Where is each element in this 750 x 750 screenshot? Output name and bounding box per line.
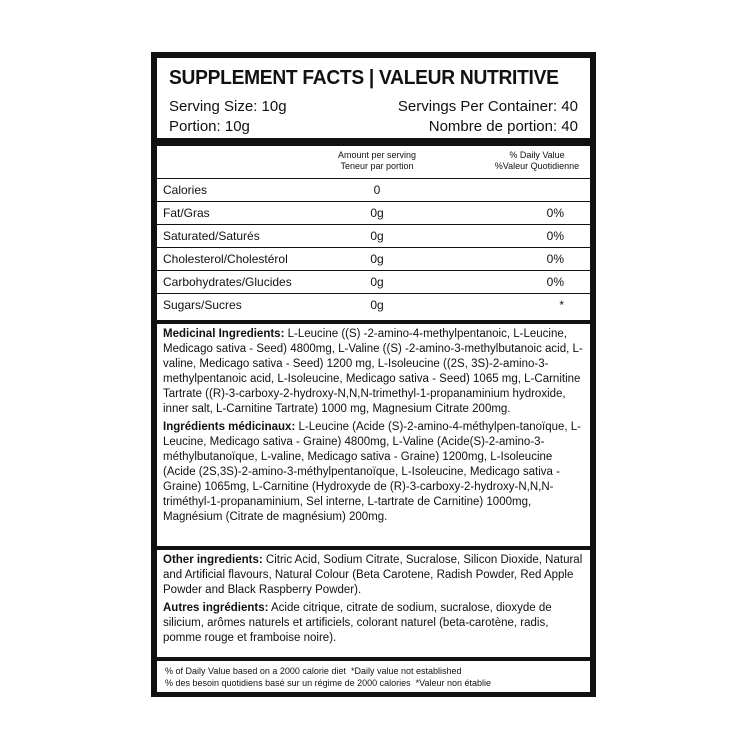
other-label-en: Other ingredients: bbox=[163, 554, 263, 566]
row-label: Calories bbox=[163, 183, 208, 197]
table-row bbox=[157, 293, 590, 316]
footnote-en bbox=[165, 665, 582, 677]
row-amount: 0g bbox=[370, 298, 384, 312]
table-row bbox=[157, 201, 590, 224]
serving-size: Serving Size: 10g bbox=[169, 98, 287, 115]
facts-title: SUPPLEMENT FACTS | VALEUR NUTRITIVE bbox=[169, 67, 559, 89]
row-label: Sugars/Sucres bbox=[163, 298, 242, 312]
nutrition-table bbox=[157, 146, 590, 320]
row-label: Cholesterol/Cholestérol bbox=[163, 252, 288, 266]
row-amount: 0g bbox=[370, 206, 384, 220]
row-amount: 0g bbox=[370, 275, 384, 289]
footnote-en-dv: % of Daily Value based on a 2000 calorie diet bbox=[165, 666, 346, 676]
table-row bbox=[157, 224, 590, 247]
other-ingredients-en bbox=[163, 553, 584, 598]
footnote-fr-star: *Valeur non établie bbox=[415, 678, 492, 688]
medicinal-text-en: L-Leucine ((S) -2-amino-4-methylpentanoic, L-Leucine, Medicago sativa - Seed) 4800mg, L-Valine ((S) -2-amino-3-methylbutanoic acid, L-valine, Medicago sativa - Seed) 1200 mg, L-Isoleucine ((2S, 3S)-2-amino-3-methylpentanoic acid, L-Isoleucine, Medicago sativa - Seed) 1065 mg, L-Carnitine Tartrate ((R)-3-carboxy-2-hydroxy-N,N,N-trimethyl-1-propanaminium hydroxide, inner salt, L-Carnitine Tartrate) 1000 mg, Magnesium Citrate 200mg. bbox=[163, 328, 583, 415]
row-dv: 0% bbox=[546, 206, 564, 220]
row-dv: 0% bbox=[546, 229, 564, 243]
row-label: Fat/Gras bbox=[163, 206, 210, 220]
other-ingredients-block bbox=[157, 550, 590, 657]
medicinal-text-fr: L-Leucine (Acide (S)-2-amino-4-méthylpen-tanoïque, L-Leucine, Medicago sativa - Graine) 4800mg, L-Valine (Acide(S)-2-amino-3-méthylbutanoïque, L-valine, Medicago sativa - Graine) 1200mg, L-Isoleucine (Acide (2S,3S)-2-amino-3-méthylpentanoïque, L-Isoleucine, Medicago sativa - Graine) 1065mg, L-Carnitine (Hydroxyde de (R)-3-carboxy-2-hydroxy-N,N,N-triméthyl-1-propanaminium, Sel interne, L-tartrate de Carnitine) 1000mg, Magnésium (Citrate de magnésium) 200mg. bbox=[163, 421, 582, 523]
row-label: Saturated/Saturés bbox=[163, 229, 260, 243]
medicinal-ingredients-block bbox=[157, 324, 590, 546]
medicinal-ingredients-en bbox=[163, 327, 584, 417]
other-text-fr: Acide citrique, citrate de sodium, sucralose, dioxyde de silicium, arômes naturels et artificiels, colorant naturel (beta-carotène, radis, pomme rouge et framboise noire). bbox=[163, 602, 552, 644]
table-row bbox=[157, 178, 590, 201]
other-text-en: Citric Acid, Sodium Citrate, Sucralose, Silicon Dioxide, Natural and Artificial flavours, Natural Colour (Beta Carotene, Radish Powder, Red Apple Powder and Black Raspberry Powder). bbox=[163, 554, 583, 596]
amount-column-header bbox=[322, 150, 432, 172]
servings-per-container: Servings Per Container: 40 bbox=[397, 98, 578, 115]
medicinal-label-en: Medicinal Ingredients: bbox=[163, 328, 285, 340]
amount-header-en: Amount per serving bbox=[337, 150, 417, 160]
row-amount: 0g bbox=[370, 229, 384, 243]
facts-header bbox=[151, 52, 596, 144]
medicinal-label-fr: Ingrédients médicinaux: bbox=[163, 421, 296, 433]
nombre-de-portion: Nombre de portion: 40 bbox=[428, 118, 578, 135]
other-label-fr: Autres ingrédients: bbox=[163, 602, 269, 614]
portion: Portion: 10g bbox=[169, 118, 250, 135]
row-label: Carbohydrates/Glucides bbox=[163, 275, 292, 289]
footnote-en-star: *Daily value not established bbox=[350, 666, 462, 676]
dv-column-header bbox=[487, 150, 587, 172]
other-ingredients-fr bbox=[163, 601, 584, 646]
row-dv: * bbox=[559, 298, 564, 312]
table-row bbox=[157, 270, 590, 293]
footnote bbox=[157, 661, 590, 692]
footnote-fr bbox=[165, 677, 582, 689]
row-amount: 0 bbox=[373, 183, 381, 197]
table-row bbox=[157, 247, 590, 270]
thick-divider bbox=[151, 138, 596, 146]
dv-header-en: % Daily Value bbox=[509, 150, 565, 160]
supplement-facts-panel bbox=[151, 52, 596, 697]
dv-header-fr: %Valeur Quotidienne bbox=[494, 161, 580, 171]
row-amount: 0g bbox=[370, 252, 384, 266]
row-dv: 0% bbox=[546, 252, 564, 266]
row-dv: 0% bbox=[546, 275, 564, 289]
footnote-fr-dv: % des besoin quotidiens basé sur un régime de 2000 calories bbox=[165, 678, 411, 688]
amount-header-fr: Teneur par portion bbox=[340, 161, 414, 171]
medicinal-ingredients-fr bbox=[163, 420, 584, 525]
